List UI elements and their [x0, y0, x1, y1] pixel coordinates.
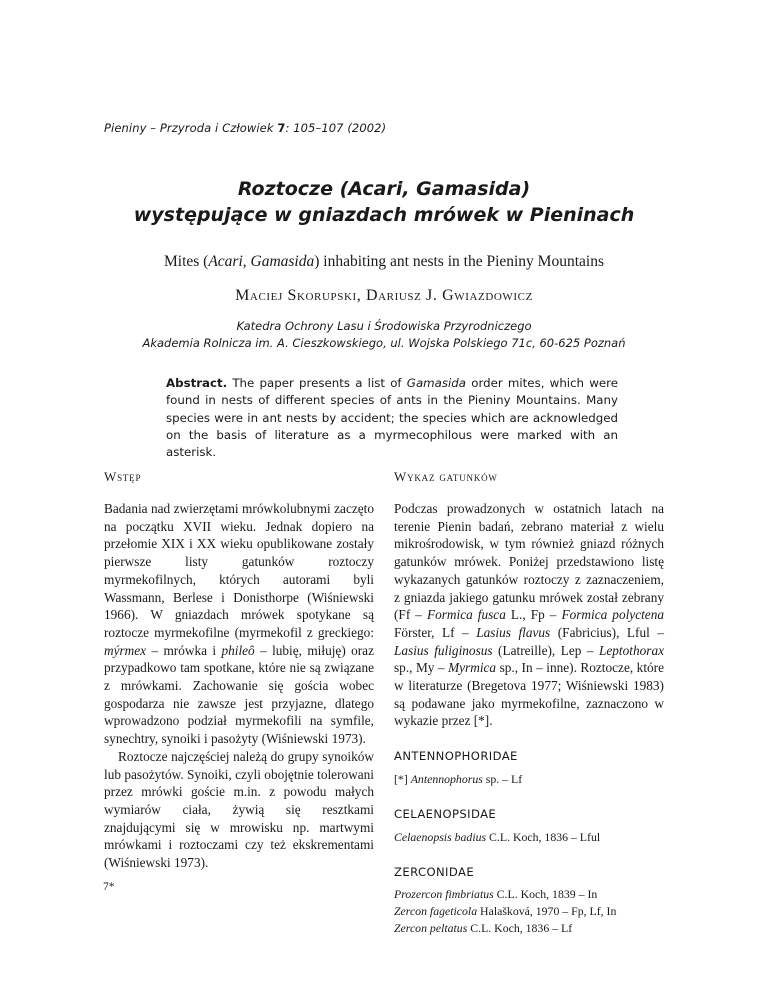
species-entry	[394, 771, 664, 788]
family-heading: CELAENOPSIDAE	[394, 806, 497, 821]
species-name: Prozercon fimbriatus	[394, 887, 494, 902]
species-entry	[394, 903, 664, 920]
english-title	[0, 253, 768, 271]
paragraph-text: sp., In – inne). Roztocze, które w literaturze (Bregetova 1977; Wiśniewski 1983) są podawane jako myrmekofilne, zaznaczono w wykazie przez [*].	[394, 660, 664, 729]
species-detail: sp. – Lf	[482, 771, 523, 786]
right-column	[394, 468, 664, 937]
english-title-part: Mites (	[163, 253, 209, 270]
english-title-part: ) inhabiting ant nests in the Pieniny Mountains	[314, 253, 604, 270]
english-title-part: ,	[242, 253, 251, 270]
species-detail: C.L. Koch, 1839 – In	[493, 887, 598, 902]
species-entry	[394, 829, 664, 846]
title-line-1: Roztocze (Acari, Gamasida)	[237, 178, 531, 200]
affiliation-line-2: Akademia Rolnicza im. A. Cieszkowskiego, ul. Wojska Polskiego 71c, 60-625 Poznań	[142, 336, 626, 350]
ant-species: Leptothorax	[598, 642, 664, 658]
myrmecophile-marker: [*]	[394, 771, 411, 786]
paragraph-text: Podczas prowadzonych w ostatnich latach na terenie Pienin badań, zebrano materiał z wielu mikrośrodowisk, w tym również gniazd różnych gatunków mrówek. Poniżej przedstawiono listę wykazanych gatunków roztoczy z zaznaczeniem, z gniazda jakiego gatunku mrówek został zebrany (Ff –	[394, 501, 664, 623]
species-entry	[394, 886, 664, 903]
affiliation-line-1: Katedra Ochrony Lasu i Środowiska Przyrodniczego	[236, 319, 532, 333]
abstract-label: Abstract.	[166, 376, 228, 390]
family-heading: ZERCONIDAE	[394, 864, 475, 879]
section-heading-intro: Wstęp	[104, 469, 142, 484]
ant-species: Formica polyctena	[561, 607, 664, 623]
english-title-taxon: Gamasida	[250, 253, 315, 270]
paragraph-text: (Fabricius), Lful –	[550, 624, 664, 640]
species-list-intro	[394, 500, 664, 730]
family-block	[394, 748, 664, 788]
section-heading-species-list: Wykaz gatunków	[394, 469, 498, 484]
abstract	[166, 375, 618, 461]
abstract-text: order mites, which were found in nests of different species of ants in the Pieniny Mountains. Many species were in ant nests by accident; the species which are acknowledged on the basis of literature as a myrmecophilous were marked with an asterisk.	[166, 376, 619, 460]
paragraph-text: (Latreille), Lep –	[492, 642, 599, 658]
journal-pages: : 105–107 (2002)	[285, 121, 387, 135]
abstract-taxon: Gamasida	[406, 376, 467, 390]
species-name: Antennophorus	[410, 771, 483, 786]
species-detail: C.L. Koch, 1836 – Lf	[467, 921, 573, 936]
intro-paragraph-2: Roztocze najczęściej należą do grupy synoików lub pasożytów. Synoiki, czyli obojętnie tolerowani przez mrówki goście m.in. z powodu małych wymiarów ciała, żywią się resztkami znajdującymi się w mrowisku np. martwymi mrówkami i roztoczami czy też ekskrementami (Wiśniewski 1973).	[104, 748, 374, 871]
authors: Maciej Skorupski, Dariusz J. Gwiazdowicz	[235, 287, 533, 304]
ant-species: Myrmica	[448, 660, 497, 676]
greek-term: phileô	[221, 642, 255, 658]
affiliation	[0, 318, 768, 352]
journal-citation	[104, 121, 386, 135]
ant-species: Lasius fuliginosus	[394, 642, 493, 658]
paragraph-text: Förster, Lf –	[394, 624, 477, 640]
journal-name: Pieniny – Przyroda i Człowiek	[104, 121, 274, 135]
paragraph-text: Badania nad zwierzętami mrówkolubnymi zaczęto na początku XVII wieku. Jednak dopiero na przełomie XIX i XX wieku opublikowane zostały pierwsze listy gatunków roztoczy myrmekofilnych, których autorami byli Wassmann, Berlese i Donisthorpe (Wiśniewski 1966). W gniazdach mrówek spotykane są roztocze myrmekofilne (myrmekofil z greckiego:	[104, 501, 374, 640]
family-block	[394, 806, 664, 846]
greek-term: mýrmex	[104, 642, 147, 658]
ant-species: Lasius flavus	[476, 624, 551, 640]
species-name: Celaenopsis badius	[394, 829, 487, 844]
paragraph-text: L., Fp –	[505, 607, 562, 623]
abstract-text: The paper presents a list of	[227, 376, 407, 390]
intro-paragraph-1	[104, 500, 374, 748]
family-block	[394, 864, 664, 938]
species-detail: C.L. Koch, 1836 – Lful	[486, 829, 601, 844]
left-column	[104, 468, 374, 872]
family-heading: ANTENNOPHORIDAE	[394, 749, 518, 764]
species-entry	[394, 920, 664, 937]
paragraph-text: – lubię, miłuję) oraz przypadkowo tam spotkane, które nie są związane z mrówkami. Zachowanie się gościa wobec gospodarza nie zawsze jest przyjazne, dlatego wprowadzono podział myrmekofili na symfile, synechtry, synoiki i pasożyty (Wiśniewski 1973).	[104, 642, 374, 747]
journal-volume: 7	[277, 121, 286, 135]
article-title	[0, 176, 768, 228]
english-title-taxon: Acari	[208, 253, 243, 270]
page-number: 7*	[103, 881, 115, 893]
paragraph-text: sp., My –	[394, 660, 449, 676]
species-name: Zercon peltatus	[394, 921, 468, 936]
species-name: Zercon fageticola	[394, 904, 478, 919]
ant-species: Formica fusca	[426, 607, 506, 623]
paragraph-text: – mrówka i	[146, 642, 222, 658]
title-line-2: występujące w gniazdach mrówek w Pieninach	[133, 204, 635, 226]
species-detail: Halašková, 1970 – Fp, Lf, In	[477, 904, 617, 919]
